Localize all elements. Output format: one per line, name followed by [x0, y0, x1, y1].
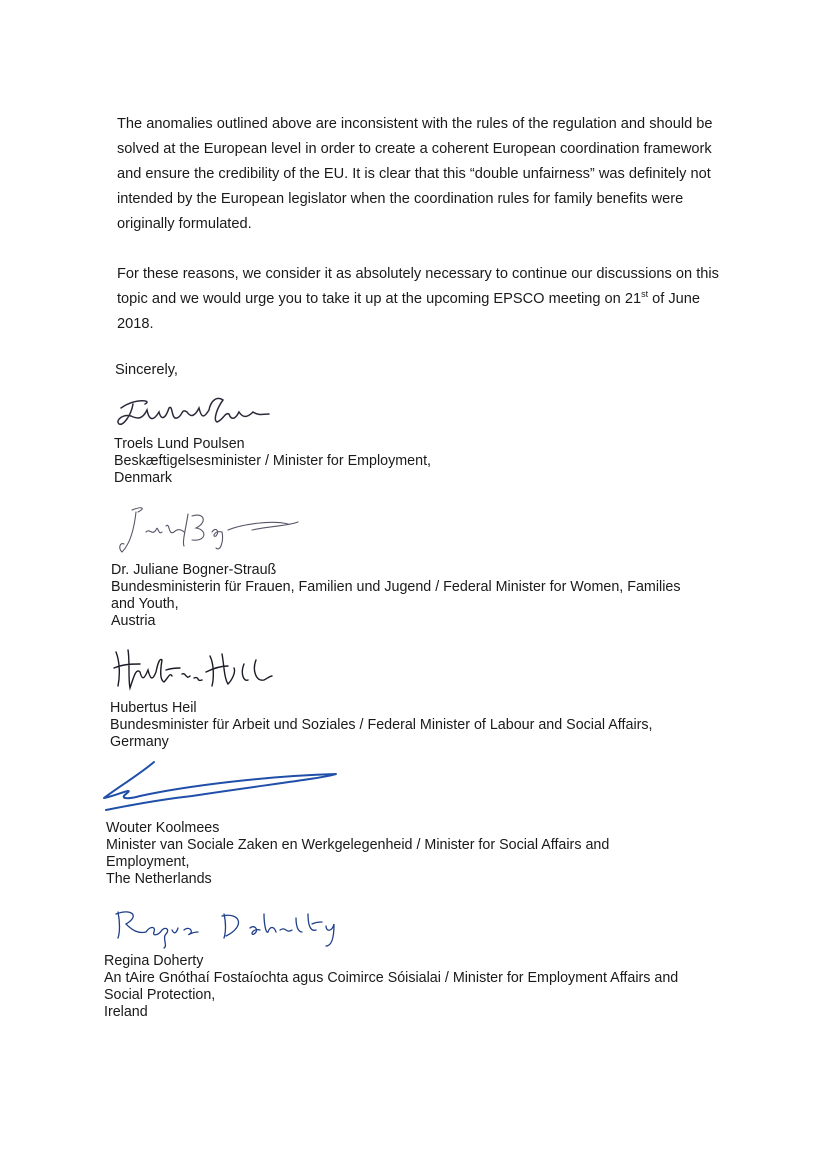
closing-salutation: Sincerely, — [115, 362, 178, 378]
signatory-name: Dr. Juliane Bogner-Strauß — [111, 562, 277, 578]
signature-poulsen — [113, 390, 273, 435]
signatory-name: Troels Lund Poulsen — [114, 436, 245, 452]
signature-doherty — [112, 902, 352, 950]
paragraph-anomalies: The anomalies outlined above are inconsistent with the rules of the regulation and should be solved at the European level in order to create a coherent European coordination framework and ensure the credibility of the EU. It is clear that this “double unfairness” was definitely not intended by the European legislator when the coordination rules for family benefits were originally formulated. — [117, 116, 713, 232]
signature-bogner-strauss — [112, 502, 302, 558]
signatory-title: Minister van Sociale Zaken en Werkgelegenheid / Minister for Social Affairs and — [106, 837, 610, 853]
ordinal-suffix: st — [641, 289, 649, 300]
signatory-title: An tAire Gnóthaí Fostaíochta agus Coimirce Sóisialai / Minister for Employment Affairs and — [104, 970, 679, 986]
signatory-heil — [110, 700, 653, 751]
signatory-name: Hubertus Heil — [110, 700, 197, 716]
paragraph-request-text-end: of June 2018. — [117, 291, 701, 332]
signatory-country: Germany — [110, 734, 169, 750]
signatory-title: Employment, — [106, 854, 190, 870]
signatory-country: The Netherlands — [106, 871, 212, 887]
paragraph-request — [117, 262, 727, 337]
signatory-doherty — [104, 953, 678, 1021]
signatory-country: Austria — [111, 613, 156, 629]
signatory-title: Bundesminister für Arbeit und Soziales / Federal Minister of Labour and Social Affairs, — [110, 717, 653, 733]
signature-heil — [110, 642, 280, 694]
signatory-koolmees — [106, 820, 609, 888]
signatory-title: Beskæftigelsesminister / Minister for Employment, — [114, 453, 432, 469]
signatory-bogner-strauss — [111, 562, 680, 630]
signatory-title: and Youth, — [111, 596, 179, 612]
signatory-name: Regina Doherty — [104, 953, 204, 969]
signatory-poulsen — [114, 436, 431, 487]
signatory-title: Social Protection, — [104, 987, 216, 1003]
signatory-title: Bundesministerin für Frauen, Familien und Jugend / Federal Minister for Women, Families — [111, 579, 681, 595]
signature-koolmees — [96, 756, 346, 820]
paragraph-request-text: For these reasons, we consider it as absolutely necessary to continue our discussions on this topic and we would urge you to take it up at the upcoming EPSCO meeting on 21 — [117, 266, 719, 307]
signatory-country: Denmark — [114, 470, 172, 486]
signatory-country: Ireland — [104, 1004, 148, 1020]
signatory-name: Wouter Koolmees — [106, 820, 220, 836]
